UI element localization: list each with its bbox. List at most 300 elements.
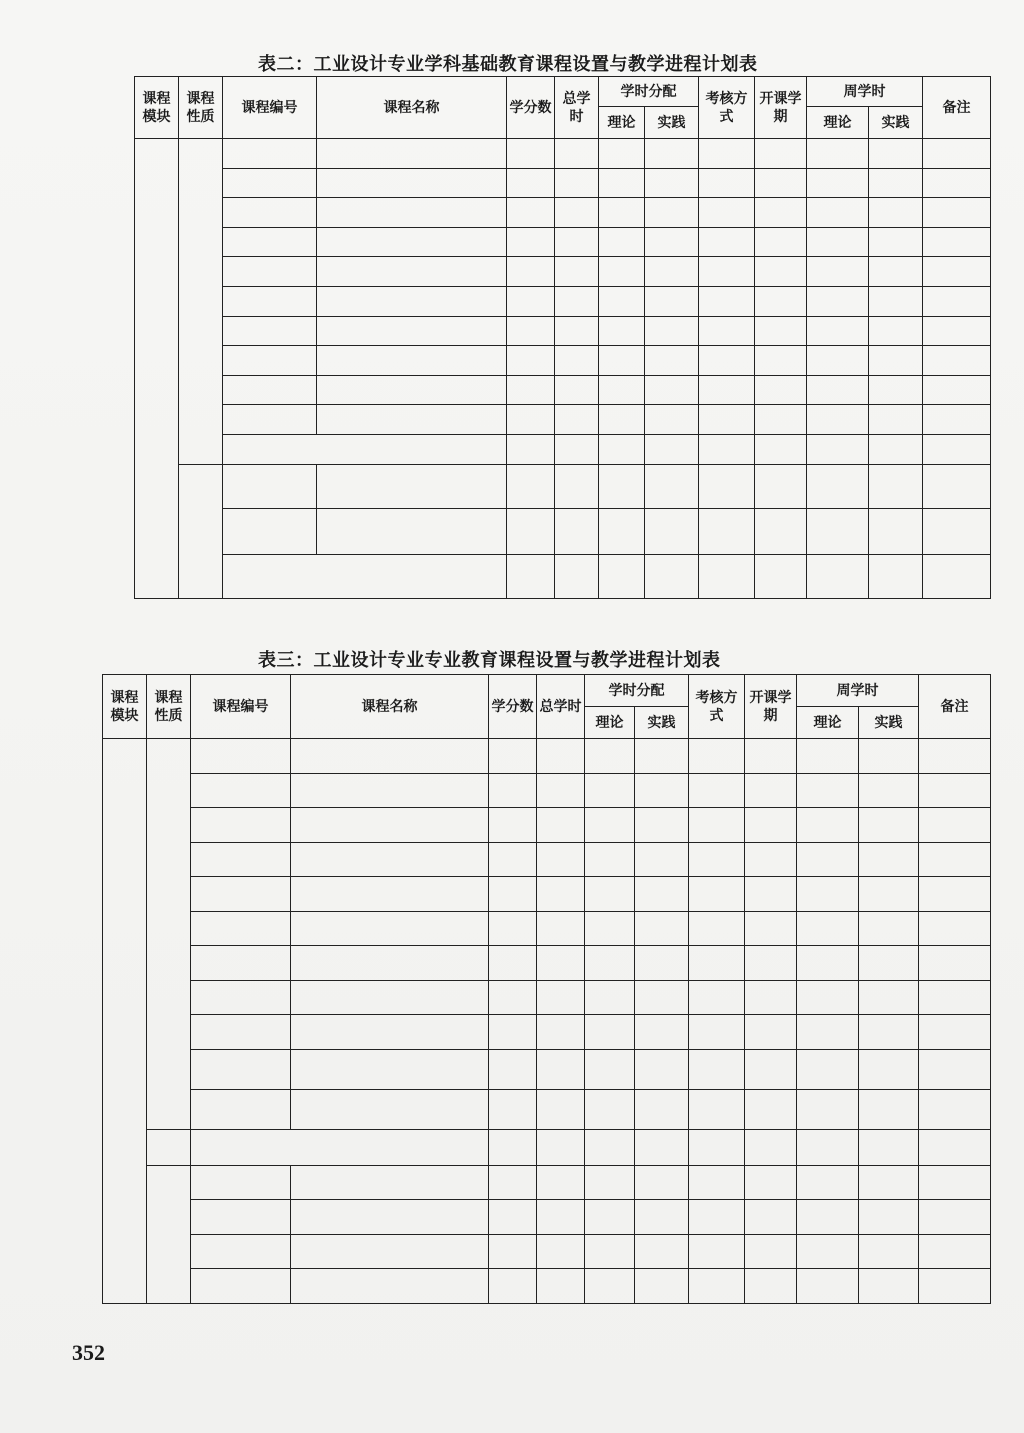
header-w-practice: 实践 [869,107,923,139]
credits [489,877,537,912]
total-hours [555,139,599,169]
credits [489,1234,537,1269]
theory-hours [599,464,645,508]
group-label-core [147,739,191,1130]
practice-hours [645,257,699,287]
weekly-theory [797,911,859,946]
remarks [919,1200,991,1235]
assessment-method [699,346,755,376]
practice-hours [645,286,699,316]
table-row [103,1165,991,1200]
weekly-theory [807,508,869,554]
table-row [135,375,991,405]
term [745,842,797,877]
weekly-practice [859,1165,919,1200]
course-code [191,1015,291,1050]
weekly-practice [859,1269,919,1304]
term [745,773,797,808]
weekly-theory [807,464,869,508]
weekly-theory [797,842,859,877]
header-practice: 实践 [635,707,689,739]
term [745,877,797,912]
theory-hours [585,1049,635,1089]
subtotal-practice [645,434,699,464]
assessment-method [689,808,745,843]
practice-hours [635,980,689,1015]
practice-hours [645,198,699,228]
module-label [103,739,147,1304]
empty-cell [689,1129,745,1165]
weekly-practice [869,198,923,228]
table2 [134,76,991,599]
term [755,139,807,169]
remarks [923,168,991,198]
empty-cell [807,434,869,464]
header-theory: 理论 [585,707,635,739]
course-name [291,1234,489,1269]
header-weekly: 周学时 [807,77,923,107]
table-row [103,1049,991,1089]
header-w-theory: 理论 [797,707,859,739]
weekly-theory [807,168,869,198]
total-hours [537,911,585,946]
weekly-practice [859,877,919,912]
remarks [923,508,991,554]
term [755,464,807,508]
weekly-practice [869,316,923,346]
course-name [317,316,507,346]
empty-cell [869,554,923,598]
course-name [291,877,489,912]
total-hours [537,1234,585,1269]
assessment-method [689,946,745,981]
credits [507,346,555,376]
practice-hours [645,508,699,554]
assessment-method [699,139,755,169]
weekly-practice [859,1234,919,1269]
remarks [919,877,991,912]
remarks [919,1089,991,1129]
header-remarks: 备注 [919,675,991,739]
term [755,168,807,198]
total-hours [537,842,585,877]
remarks [919,946,991,981]
course-name [317,168,507,198]
header-module: 课程模块 [103,675,147,739]
weekly-theory [797,1015,859,1050]
table-row [103,1015,991,1050]
subtotal-row [103,1129,991,1165]
total-hours [537,1269,585,1304]
course-name [291,773,489,808]
total-hours [537,1089,585,1129]
remarks [919,1049,991,1089]
course-name [291,1165,489,1200]
empty-cell [635,1129,689,1165]
header-code: 课程编号 [223,77,317,139]
term [745,1234,797,1269]
weekly-practice [869,227,923,257]
credits [489,1015,537,1050]
assessment-method [699,286,755,316]
assessment-method [689,980,745,1015]
table-row [103,946,991,981]
table-row [103,773,991,808]
header-hours-dist: 学时分配 [599,77,699,107]
table-row [103,1269,991,1304]
table-row [103,808,991,843]
weekly-practice [869,346,923,376]
remarks [919,1165,991,1200]
credits [507,464,555,508]
total-hours [555,375,599,405]
weekly-practice [869,405,923,435]
theory-hours [585,808,635,843]
term [745,1015,797,1050]
remarks [923,198,991,228]
table-row [103,1200,991,1235]
header-assess: 考核方式 [699,77,755,139]
course-name [317,257,507,287]
term [755,198,807,228]
course-code [223,316,317,346]
term [745,1049,797,1089]
header-hours-dist: 学时分配 [585,675,689,707]
table-row [135,168,991,198]
theory-hours [585,842,635,877]
table-row [103,842,991,877]
course-code [223,139,317,169]
assessment-method [689,911,745,946]
assessment-method [689,1165,745,1200]
remarks [919,1234,991,1269]
empty-cell [859,1129,919,1165]
course-name [291,842,489,877]
header-term: 开课学期 [755,77,807,139]
table-row [135,257,991,287]
header-total-hours: 总学时 [537,675,585,739]
credits [507,198,555,228]
header-credits: 学分数 [489,675,537,739]
subtotal-total-hours [537,1129,585,1165]
practice-hours [635,1269,689,1304]
course-code [223,198,317,228]
practice-hours [635,1200,689,1235]
remarks [919,1015,991,1050]
theory-hours [599,257,645,287]
remarks [919,842,991,877]
table-row [135,227,991,257]
assessment-method [699,508,755,554]
term [745,1269,797,1304]
remarks [923,316,991,346]
table-row [135,508,991,554]
practice-hours [635,842,689,877]
empty-cell [699,554,755,598]
total-hours [555,508,599,554]
table-row [135,139,991,169]
remarks [923,464,991,508]
empty-cell [923,554,991,598]
course-code [191,1049,291,1089]
table-row [135,464,991,508]
subtotal-credits [507,434,555,464]
weekly-practice [859,1200,919,1235]
weekly-theory [807,375,869,405]
assessment-method [689,773,745,808]
course-code [191,1200,291,1235]
total-hours [555,316,599,346]
assessment-method [699,198,755,228]
header-term: 开课学期 [745,675,797,739]
credits [489,1049,537,1089]
theory-hours [585,739,635,774]
weekly-practice [869,508,923,554]
header-name: 课程名称 [291,675,489,739]
assessment-method [689,877,745,912]
table-row [103,980,991,1015]
practice-hours [635,1234,689,1269]
course-name [291,1049,489,1089]
theory-hours [599,286,645,316]
course-code [223,168,317,198]
page-number: 352 [72,1340,105,1365]
total-hours [555,286,599,316]
term [755,316,807,346]
total-hours [537,946,585,981]
course-code [191,739,291,774]
remarks [923,257,991,287]
weekly-practice [869,139,923,169]
weekly-theory [807,227,869,257]
weekly-theory [807,286,869,316]
course-code [223,286,317,316]
course-name [291,1200,489,1235]
course-code [191,1165,291,1200]
credits [507,508,555,554]
term [755,346,807,376]
remarks [923,286,991,316]
course-code [223,405,317,435]
course-name [291,808,489,843]
assessment-method [699,168,755,198]
course-name [317,198,507,228]
empty-cell [919,1129,991,1165]
practice-hours [635,1165,689,1200]
header-nature: 课程性质 [147,675,191,739]
course-name [291,1269,489,1304]
header-remarks: 备注 [923,77,991,139]
total-hours [537,877,585,912]
theory-hours [599,198,645,228]
assessment-method [699,464,755,508]
term [745,739,797,774]
header-credits: 学分数 [507,77,555,139]
subtotal-label [191,1129,489,1165]
practice-hours [645,405,699,435]
theory-hours [599,168,645,198]
assessment-method [689,1015,745,1050]
practice-hours [645,316,699,346]
theory-hours [585,1269,635,1304]
course-name [317,139,507,169]
group-label-subject-basic [179,139,223,465]
empty-cell [755,434,807,464]
weekly-theory [797,1165,859,1200]
weekly-theory [797,808,859,843]
subtotal-row [135,554,991,598]
course-name [317,286,507,316]
total-hours [555,405,599,435]
credits [507,227,555,257]
assessment-method [699,405,755,435]
subtotal-credits [507,554,555,598]
subtotal-credits [489,1129,537,1165]
header-total-hours: 总学时 [555,77,599,139]
course-code [191,911,291,946]
course-name [317,405,507,435]
assessment-method [699,316,755,346]
subtotal-theory [599,434,645,464]
credits [489,1200,537,1235]
total-hours [537,1165,585,1200]
credits [507,316,555,346]
empty-cell [745,1129,797,1165]
table-row [135,198,991,228]
credits [489,842,537,877]
credits [507,168,555,198]
weekly-theory [807,198,869,228]
practice-hours [645,227,699,257]
course-name [291,911,489,946]
group-label-professional [147,1165,191,1303]
credits [507,405,555,435]
total-hours [537,1200,585,1235]
weekly-theory [807,257,869,287]
weekly-practice [869,464,923,508]
subtotal-row [135,434,991,464]
header-weekly: 周学时 [797,675,919,707]
theory-hours [599,316,645,346]
table2-title: 表二：工业设计专业学科基础教育课程设置与教学进程计划表 [258,54,758,75]
term [755,257,807,287]
total-hours [555,198,599,228]
theory-hours [585,1089,635,1129]
theory-hours [599,508,645,554]
table-row [135,346,991,376]
theory-hours [585,946,635,981]
table-row [103,1234,991,1269]
course-code [223,257,317,287]
total-hours [537,739,585,774]
weekly-practice [859,808,919,843]
credits [507,286,555,316]
practice-hours [645,168,699,198]
practice-hours [635,1089,689,1129]
course-code [191,877,291,912]
term [745,980,797,1015]
weekly-theory [797,946,859,981]
theory-hours [585,980,635,1015]
weekly-theory [797,1269,859,1304]
header-practice: 实践 [645,107,699,139]
header-w-practice: 实践 [859,707,919,739]
weekly-practice [869,375,923,405]
table-row [135,286,991,316]
assessment-method [699,227,755,257]
assessment-method [689,1234,745,1269]
term [755,405,807,435]
assessment-method [689,1200,745,1235]
total-hours [555,168,599,198]
weekly-practice [859,946,919,981]
remarks [923,227,991,257]
theory-hours [585,773,635,808]
header-w-theory: 理论 [807,107,869,139]
course-code [191,808,291,843]
header-code: 课程编号 [191,675,291,739]
credits [489,911,537,946]
weekly-theory [797,1089,859,1129]
total-hours [555,227,599,257]
weekly-practice [859,1049,919,1089]
header-name: 课程名称 [317,77,507,139]
practice-hours [645,346,699,376]
empty-cell [869,434,923,464]
header-theory: 理论 [599,107,645,139]
theory-hours [585,911,635,946]
credits [507,375,555,405]
course-name [291,739,489,774]
course-code [191,842,291,877]
remarks [919,739,991,774]
weekly-theory [797,1234,859,1269]
table-row [135,405,991,435]
practice-hours [635,1015,689,1050]
weekly-theory [797,773,859,808]
credits [489,1165,537,1200]
practice-hours [635,877,689,912]
weekly-practice [859,842,919,877]
assessment-method [689,1089,745,1129]
weekly-practice [859,773,919,808]
course-name [291,980,489,1015]
course-name [317,508,507,554]
subtotal-label [223,554,507,598]
total-hours [537,1049,585,1089]
assessment-method [689,842,745,877]
total-hours [537,1015,585,1050]
subtotal-practice [645,554,699,598]
weekly-practice [869,168,923,198]
course-name [291,946,489,981]
theory-hours [599,227,645,257]
theory-hours [585,1015,635,1050]
table3-title: 表三：工业设计专业专业教育课程设置与教学进程计划表 [258,650,721,671]
weekly-theory [807,316,869,346]
course-code [223,227,317,257]
remarks [923,375,991,405]
remarks [919,1269,991,1304]
table3 [102,674,991,1304]
subtotal-label [223,434,507,464]
total-hours [555,257,599,287]
table-row [103,911,991,946]
assessment-method [699,375,755,405]
credits [489,980,537,1015]
weekly-theory [807,405,869,435]
term [745,1165,797,1200]
